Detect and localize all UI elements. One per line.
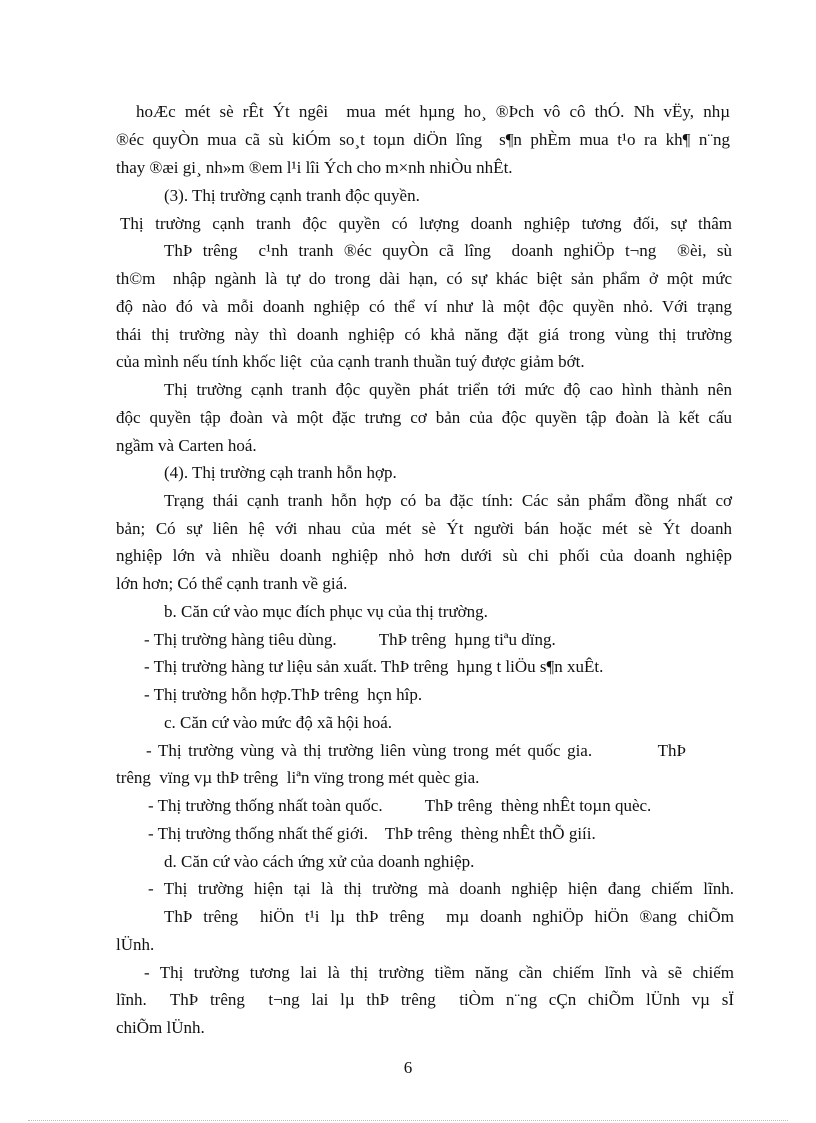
- list-item: - Thị trường vùng và thị trường liên vùng trong mét quốc gia. ThÞ: [146, 741, 686, 760]
- text-line: của mình nếu tính khốc liệt của cạnh tranh thuần tuý được giảm bớt.: [116, 352, 585, 371]
- list-item: - Thị trường hàng tiêu dùng. ThÞ trêng hµng tiªu dïng.: [144, 630, 556, 649]
- page-bottom-divider: [28, 1120, 788, 1121]
- text-line: trêng vïng vµ thÞ trêng liªn vïng trong mét quèc gia.: [116, 768, 480, 787]
- text-line: nghiệp lớn và nhiều doanh nghiệp nhỏ hơn dưới sù chi phối của doanh nghiệp: [116, 546, 732, 565]
- text-line: ®éc quyÒn mua cã sù kiÓm so¸t toµn diÖn lîng s¶n phÈm mua t¹o ra kh¶ n¨ng: [116, 130, 730, 149]
- text-line: ThÞ trêng c¹nh tranh ®éc quyÒn cã lîng doanh nghiÖp t¬ng ®èi, sù: [164, 241, 732, 260]
- section-heading: b. Căn cứ vào mục đích phục vụ của thị trường.: [164, 602, 488, 621]
- list-item: - Thị trường hỗn hợp.ThÞ trêng hçn hîp.: [144, 685, 423, 704]
- page-number: 6: [403, 1058, 413, 1077]
- text-line: Thị trường cạnh tranh độc quyền phát triển tới mức độ cao hình thành nên: [164, 380, 732, 399]
- text-line: thay ®æi gi¸ nh»m ®em l¹i lîi Ých cho m×nh nhiÒu nhÊt.: [116, 158, 513, 177]
- list-item: - Thị trường tương lai là thị trường tiềm năng cần chiếm lĩnh và sẽ chiếm: [144, 963, 734, 982]
- list-item: - Thị trường thống nhất thế giới. ThÞ trêng thèng nhÊt thÕ giíi.: [148, 824, 596, 843]
- text-line: th©m nhập ngành là tự do trong dài hạn, có sự khác biệt sản phẩm ở một mức: [116, 269, 732, 288]
- section-heading: d. Căn cứ vào cách ứng xử của doanh nghiệp.: [164, 852, 475, 871]
- list-item: - Thị trường thống nhất toàn quốc. ThÞ trêng thèng nhÊt toµn quèc.: [148, 796, 652, 815]
- text-line: chiÕm lÜnh.: [116, 1018, 205, 1037]
- text-line: thái thị trường này thì doanh nghiệp có khả năng đặt giá trong vùng thị trường: [116, 325, 732, 344]
- text-line: lớn hơn; Có thể cạnh tranh về giá.: [116, 574, 348, 593]
- text-line: lÜnh.: [116, 935, 155, 954]
- text-line: bản; Có sự liên hệ với nhau của mét sè Ýt người bán hoặc mét sè Ýt doanh: [116, 519, 732, 538]
- text-line: Trạng thái cạnh tranh hỗn hợp có ba đặc tính: Các sản phẩm đồng nhất cơ: [164, 491, 732, 510]
- list-item: - Thị trường hiện tại là thị trường mà doanh nghiệp hiện đang chiếm lĩnh.: [148, 879, 734, 898]
- text-line: ngầm và Carten hoá.: [116, 436, 257, 455]
- text-line: ThÞ trêng hiÖn t¹i lµ thÞ trêng mµ doanh nghiÖp hiÖn ®ang chiÕm: [164, 907, 734, 926]
- text-line: lĩnh. ThÞ trêng t¬ng lai lµ thÞ trêng tiÒm n¨ng cÇn chiÕm lÜnh vµ sÏ: [116, 990, 734, 1009]
- section-heading: c. Căn cứ vào mức độ xã hội hoá.: [164, 713, 393, 732]
- text-line: độ nào đó và mỗi doanh nghiệp có thể ví như là một độc quyền nhỏ. Với trạng: [116, 297, 732, 316]
- list-item: - Thị trường hàng tư liệu sản xuất. ThÞ trêng hµng t liÖu s¶n xuÊt.: [144, 657, 604, 676]
- text-line: độc quyền tập đoàn và một đặc trưng cơ bản của độc quyền tập đoàn là kết cấu: [116, 408, 732, 427]
- text-line: hoÆc mét sè rÊt Ýt ngêi mua mét hµng ho¸ ®Þch vô cô thÓ. Nh vËy, nhµ: [136, 102, 730, 121]
- section-heading: (4). Thị trường cạh tranh hỗn hợp.: [164, 463, 397, 482]
- section-heading: (3). Thị trường cạnh tranh độc quyền.: [164, 186, 420, 205]
- text-line: Thị trường cạnh tranh độc quyền có lượng doanh nghiệp tương đối, sự thâm: [120, 214, 732, 233]
